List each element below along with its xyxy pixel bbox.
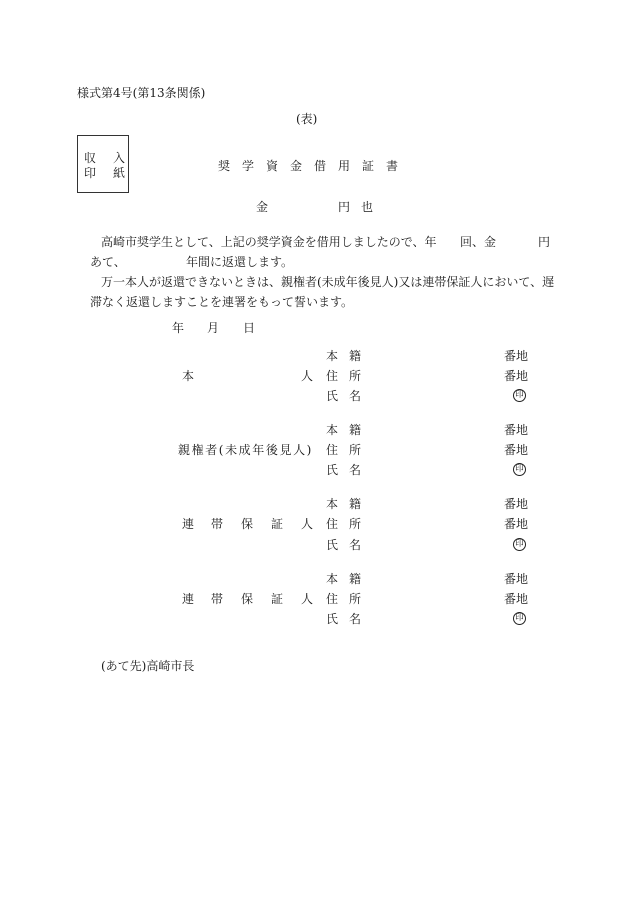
banchi-label: 番地 xyxy=(504,497,529,511)
jusho-label: 住 xyxy=(326,443,339,457)
party-role-text: 親権者(未成年後見人) xyxy=(178,443,313,457)
seal-mark-icon: 印 xyxy=(513,612,526,625)
seal-mark-icon: 印 xyxy=(513,463,526,476)
amount-en: 円 xyxy=(338,200,351,214)
party-role-char: 人 xyxy=(301,592,314,606)
banchi-label: 番地 xyxy=(504,592,529,606)
honseki-label: 本 xyxy=(326,572,339,586)
jusho-label: 所 xyxy=(349,369,362,383)
date-year: 年 xyxy=(172,321,185,335)
party-role-char: 証 xyxy=(271,592,284,606)
banchi-label: 番地 xyxy=(504,443,529,457)
honseki-label: 籍 xyxy=(349,349,362,363)
jusho-label: 住 xyxy=(326,369,339,383)
amount-nari: 也 xyxy=(361,200,374,214)
title-char: 金 xyxy=(290,159,303,173)
title-char: 資 xyxy=(266,159,279,173)
title-char: 用 xyxy=(338,159,351,173)
banchi-label: 番地 xyxy=(504,423,529,437)
shimei-label: 名 xyxy=(349,612,362,626)
amount-kin: 金 xyxy=(256,200,269,214)
party-role-char: 保 xyxy=(241,592,254,606)
paragraph1-line1-c: 円 xyxy=(538,235,551,249)
shimei-label: 氏 xyxy=(326,538,339,552)
shimei-label: 氏 xyxy=(326,389,339,403)
paragraph2-line2: 滞なく返還しますことを連署をもって誓います。 xyxy=(90,295,354,309)
honseki-label: 本 xyxy=(326,497,339,511)
honseki-label: 本 xyxy=(326,349,339,363)
honseki-label: 本 xyxy=(326,423,339,437)
jusho-label: 住 xyxy=(326,517,339,531)
party-role-char: 証 xyxy=(271,517,284,531)
shimei-label: 氏 xyxy=(326,612,339,626)
honseki-label: 籍 xyxy=(349,572,362,586)
party-role-char: 本 xyxy=(182,369,195,383)
title-char: 学 xyxy=(242,159,255,173)
party-role-char: 連 xyxy=(182,517,195,531)
title-char: 借 xyxy=(314,159,327,173)
jusho-label: 所 xyxy=(349,517,362,531)
addressee: (あて先)高崎市長 xyxy=(101,659,195,673)
paragraph1-line2-a: あて、 xyxy=(90,255,126,269)
title-char: 証 xyxy=(362,159,375,173)
banchi-label: 番地 xyxy=(504,572,529,586)
honseki-label: 籍 xyxy=(349,497,362,511)
party-role-char: 保 xyxy=(241,517,254,531)
form-number: 様式第4号(第13条関係) xyxy=(77,86,206,100)
stamp-char: 紙 xyxy=(113,166,126,180)
date-month: 月 xyxy=(207,321,220,335)
banchi-label: 番地 xyxy=(504,349,529,363)
jusho-label: 所 xyxy=(349,443,362,457)
revenue-stamp-box xyxy=(77,135,129,193)
banchi-label: 番地 xyxy=(504,517,529,531)
honseki-label: 籍 xyxy=(349,423,362,437)
paragraph1-line1-a: 高崎市奨学生として、上記の奨学資金を借用しましたので、年 xyxy=(101,235,437,249)
shimei-label: 名 xyxy=(349,463,362,477)
paragraph1-line2-b: 年間に返還します。 xyxy=(186,255,294,269)
paragraph2-line1: 万一本人が返還できないときは、親権者(未成年後見人)又は連帯保証人において、遅 xyxy=(101,275,555,289)
title-char: 書 xyxy=(386,159,399,173)
jusho-label: 住 xyxy=(326,592,339,606)
shimei-label: 名 xyxy=(349,538,362,552)
party-role-char: 帯 xyxy=(211,517,224,531)
seal-mark-icon: 印 xyxy=(513,538,526,551)
stamp-char: 収 xyxy=(84,151,97,165)
stamp-char: 入 xyxy=(113,151,126,165)
party-role-char: 帯 xyxy=(211,592,224,606)
jusho-label: 所 xyxy=(349,592,362,606)
shimei-label: 氏 xyxy=(326,463,339,477)
party-role-char: 連 xyxy=(182,592,195,606)
stamp-char: 印 xyxy=(84,166,97,180)
party-role-char: 人 xyxy=(301,369,314,383)
banchi-label: 番地 xyxy=(504,369,529,383)
date-day: 日 xyxy=(243,321,256,335)
title-char: 奨 xyxy=(218,159,231,173)
side-label: (表) xyxy=(296,112,318,126)
party-role-char: 人 xyxy=(301,517,314,531)
seal-mark-icon: 印 xyxy=(513,389,526,402)
paragraph1-line1-b: 回、金 xyxy=(460,235,497,249)
shimei-label: 名 xyxy=(349,389,362,403)
